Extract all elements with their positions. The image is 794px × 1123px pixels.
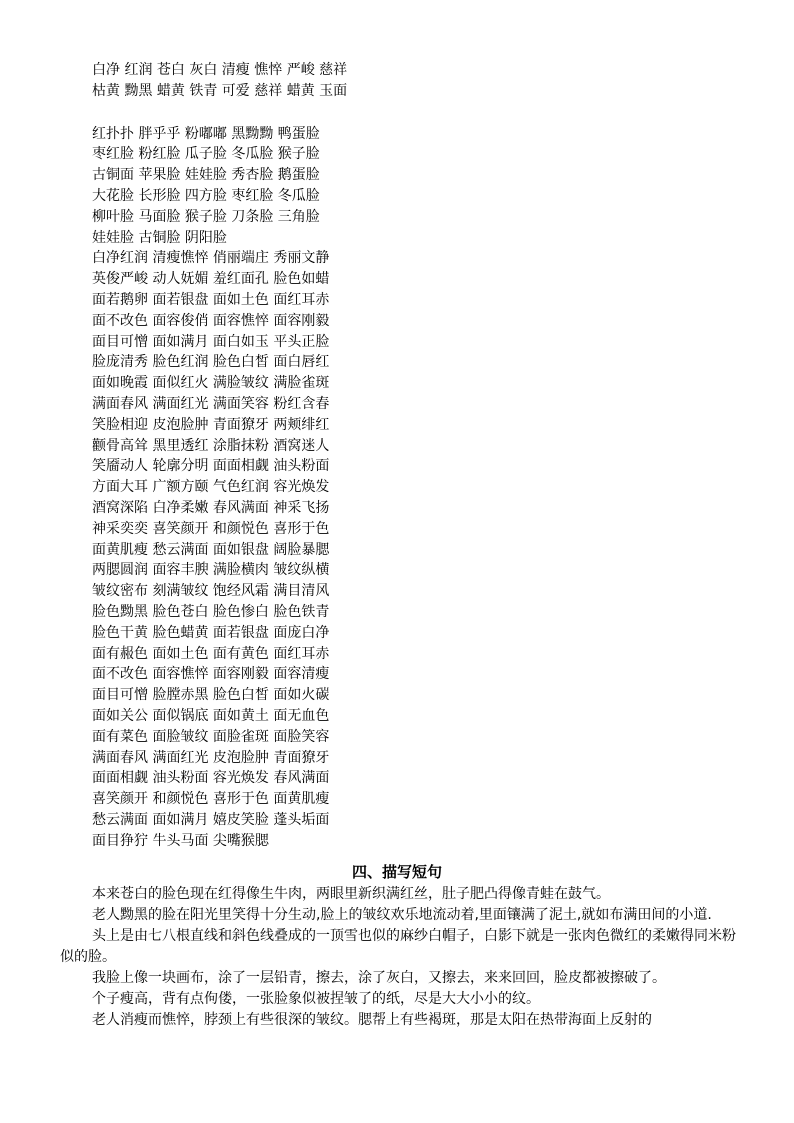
word-line: 枣红脸 粉红脸 瓜子脸 冬瓜脸 猴子脸 [92,146,320,163]
word-line: 脸庞清秀 脸色红润 脸色白皙 面白唇红 [92,354,330,371]
word-line: 红扑扑 胖乎乎 粉嘟嘟 黑黝黝 鸭蛋脸 [92,125,320,142]
word-line: 满面春风 满面红光 皮泡脸肿 青面獠牙 [92,749,330,766]
word-line: 面目狰狞 牛头马面 尖嘴猴腮 [92,832,269,849]
word-line: 古铜面 苹果脸 娃娃脸 秀杏脸 鹅蛋脸 [92,167,320,184]
word-line: 愁云满面 面如满月 嬉皮笑脸 蓬头垢面 [92,811,330,828]
word-line: 方面大耳 广额方颐 气色红润 容光焕发 [92,479,330,496]
word-line: 面不改色 面容俊俏 面容憔悴 面容刚毅 [92,312,330,329]
word-line: 英俊严峻 动人妩媚 羞红面孔 脸色如蜡 [92,271,330,288]
word-line: 面面相觑 油头粉面 容光焕发 春风满面 [92,770,330,787]
spacer [92,102,732,124]
word-line: 喜笑颜开 和颜悦色 喜形于色 面黄肌瘦 [92,791,330,808]
paragraph: 本来苍白的脸色现在红得像生牛肉，两眼里新织满红丝，肚子肥凸得像青蛙在鼓气。 [92,886,610,902]
word-line: 两腮圆润 面容丰腴 满脸横肉 皱纹纵横 [92,562,330,579]
word-line: 酒窝深陷 白净柔嫩 春风满面 神采飞扬 [92,499,330,516]
section-heading: 四、描写短句 [351,863,442,881]
paragraph: 老人消瘦而憔悴，脖颈上有些很深的皱纹。腮帮上有些褐斑，那是太阳在热带海面上反射的 [92,1012,652,1028]
word-line: 面目可憎 面如满月 面白如玉 平头正脸 [92,333,330,350]
word-line: 面如晚霞 面似红火 满脸皱纹 满脸雀斑 [92,375,330,392]
paragraph: 老人黝黑的脸在阳光里笑得十分生动,脸上的皱纹欢乐地流动着,里面镶满了泥土,就如布满田间的小道. [92,907,712,923]
word-line: 枯黄 黝黑 蜡黄 铁青 可爱 慈祥 蜡黄 玉面 [92,82,348,99]
word-line: 娃娃脸 古铜脸 阴阳脸 [92,229,227,246]
word-line: 面有菜色 面脸皱纹 面脸雀斑 面脸笑容 [92,728,330,745]
word-list [92,60,732,851]
word-line: 大花脸 长形脸 四方脸 枣红脸 冬瓜脸 [92,187,320,204]
word-line: 脸色干黄 脸色蜡黄 面若银盘 面庞白净 [92,624,330,641]
word-line: 面若鹅卵 面若银盘 面如土色 面红耳赤 [92,291,330,308]
word-line: 柳叶脸 马面脸 猴子脸 刀条脸 三角脸 [92,208,320,225]
paragraph: 头上是由七八根直线和斜色线叠成的一顶雪也似的麻纱白帽子，白影下就是一张肉色微红的柔嫩得同米粉似的脸。 [60,928,736,965]
word-line: 笑脸相迎 皮泡脸肿 青面獠牙 两颊绯红 [92,416,330,433]
word-line: 脸色黝黑 脸色苍白 脸色惨白 脸色铁青 [92,603,330,620]
word-line: 面不改色 面容憔悴 面容刚毅 面容清瘦 [92,666,330,683]
word-line: 面如关公 面似锅底 面如黄土 面无血色 [92,707,330,724]
paragraph-block [60,884,736,1031]
word-line: 笑靥动人 轮廓分明 面面相觑 油头粉面 [92,458,330,475]
word-line: 面目可憎 脸膛赤黑 脸色白皙 面如火碳 [92,687,330,704]
word-line: 白净 红润 苍白 灰白 清瘦 憔悴 严峻 慈祥 [92,62,348,78]
word-line: 神采奕奕 喜笑颜开 和颜悦色 喜形于色 [92,520,330,537]
word-line: 皱纹密布 刻满皱纹 饱经风霜 满目清风 [92,583,330,600]
paragraph: 我脸上像一块画布，涂了一层铅青，擦去，涂了灰白，又擦去，来来回回，脸皮都被擦破了。 [92,970,666,986]
paragraph: 个子瘦高，背有点佝偻，一张脸象似被捏皱了的纸，尽是大大小小的纹。 [92,991,540,1007]
word-line: 白净红润 清瘦憔悴 俏丽端庄 秀丽文静 [92,250,330,267]
word-line: 面有赧色 面如土色 面有黄色 面红耳赤 [92,645,330,662]
word-line: 满面春风 满面红光 满面笑容 粉红含春 [92,395,330,412]
word-line: 颧骨高耸 黑里透红 涂脂抹粉 酒窝迷人 [92,437,330,454]
word-line: 面黄肌瘦 愁云满面 面如银盘 阔脸暴腮 [92,541,330,558]
